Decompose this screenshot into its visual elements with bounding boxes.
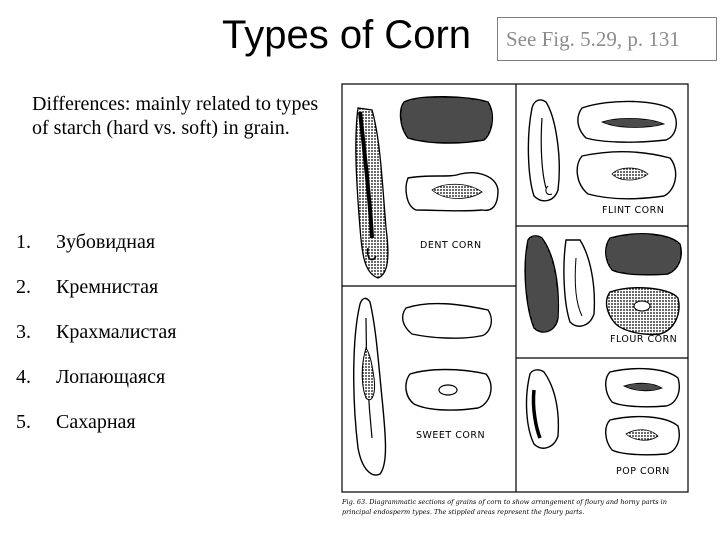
list-item-label: Крахмалистая bbox=[56, 321, 177, 343]
list-item bbox=[16, 408, 176, 453]
list-item-label: Кремнистая bbox=[56, 276, 159, 298]
pop-corn-diagram bbox=[527, 369, 680, 455]
list-item-label: Лопающаяся bbox=[56, 366, 166, 388]
list-item bbox=[16, 318, 176, 363]
slide-title: Types of Corn bbox=[222, 13, 472, 57]
corn-sections-figure bbox=[320, 78, 700, 528]
flour-corn-diagram bbox=[525, 234, 681, 335]
list-item-label: Зубовидная bbox=[56, 231, 156, 253]
figure-reference-box: See Fig. 5.29, p. 131 bbox=[497, 17, 717, 61]
corn-types-list bbox=[16, 228, 176, 453]
figure-caption-line-2: principal endosperm types. The stippled areas represent the floury parts. bbox=[342, 508, 585, 516]
flint-corn-diagram bbox=[528, 100, 676, 201]
list-item bbox=[16, 363, 176, 408]
list-item-number: 5. bbox=[16, 411, 31, 433]
list-item bbox=[16, 228, 176, 273]
pop-corn-label: POP CORN bbox=[616, 466, 670, 477]
sweet-corn-diagram bbox=[354, 298, 492, 475]
flint-corn-label: FLINT CORN bbox=[602, 205, 665, 216]
flour-corn-label: FLOUR CORN bbox=[610, 334, 678, 345]
list-item-number: 2. bbox=[16, 276, 31, 298]
list-item-number: 1. bbox=[16, 231, 31, 253]
list-item bbox=[16, 273, 176, 318]
list-item-number: 4. bbox=[16, 366, 31, 388]
list-item-number: 3. bbox=[16, 321, 31, 343]
sweet-corn-label: SWEET CORN bbox=[416, 430, 486, 441]
figure-caption-line-1: Fig. 63. Diagrammatic sections of grains of corn to show arrangement of floury and horny parts in bbox=[342, 498, 667, 506]
corn-sections-diagram bbox=[320, 78, 700, 528]
list-item-label: Сахарная bbox=[56, 411, 136, 433]
intro-text: Differences: mainly related to types of starch (hard vs. soft) in grain. bbox=[32, 93, 319, 139]
dent-corn-label: DENT CORN bbox=[420, 240, 482, 251]
